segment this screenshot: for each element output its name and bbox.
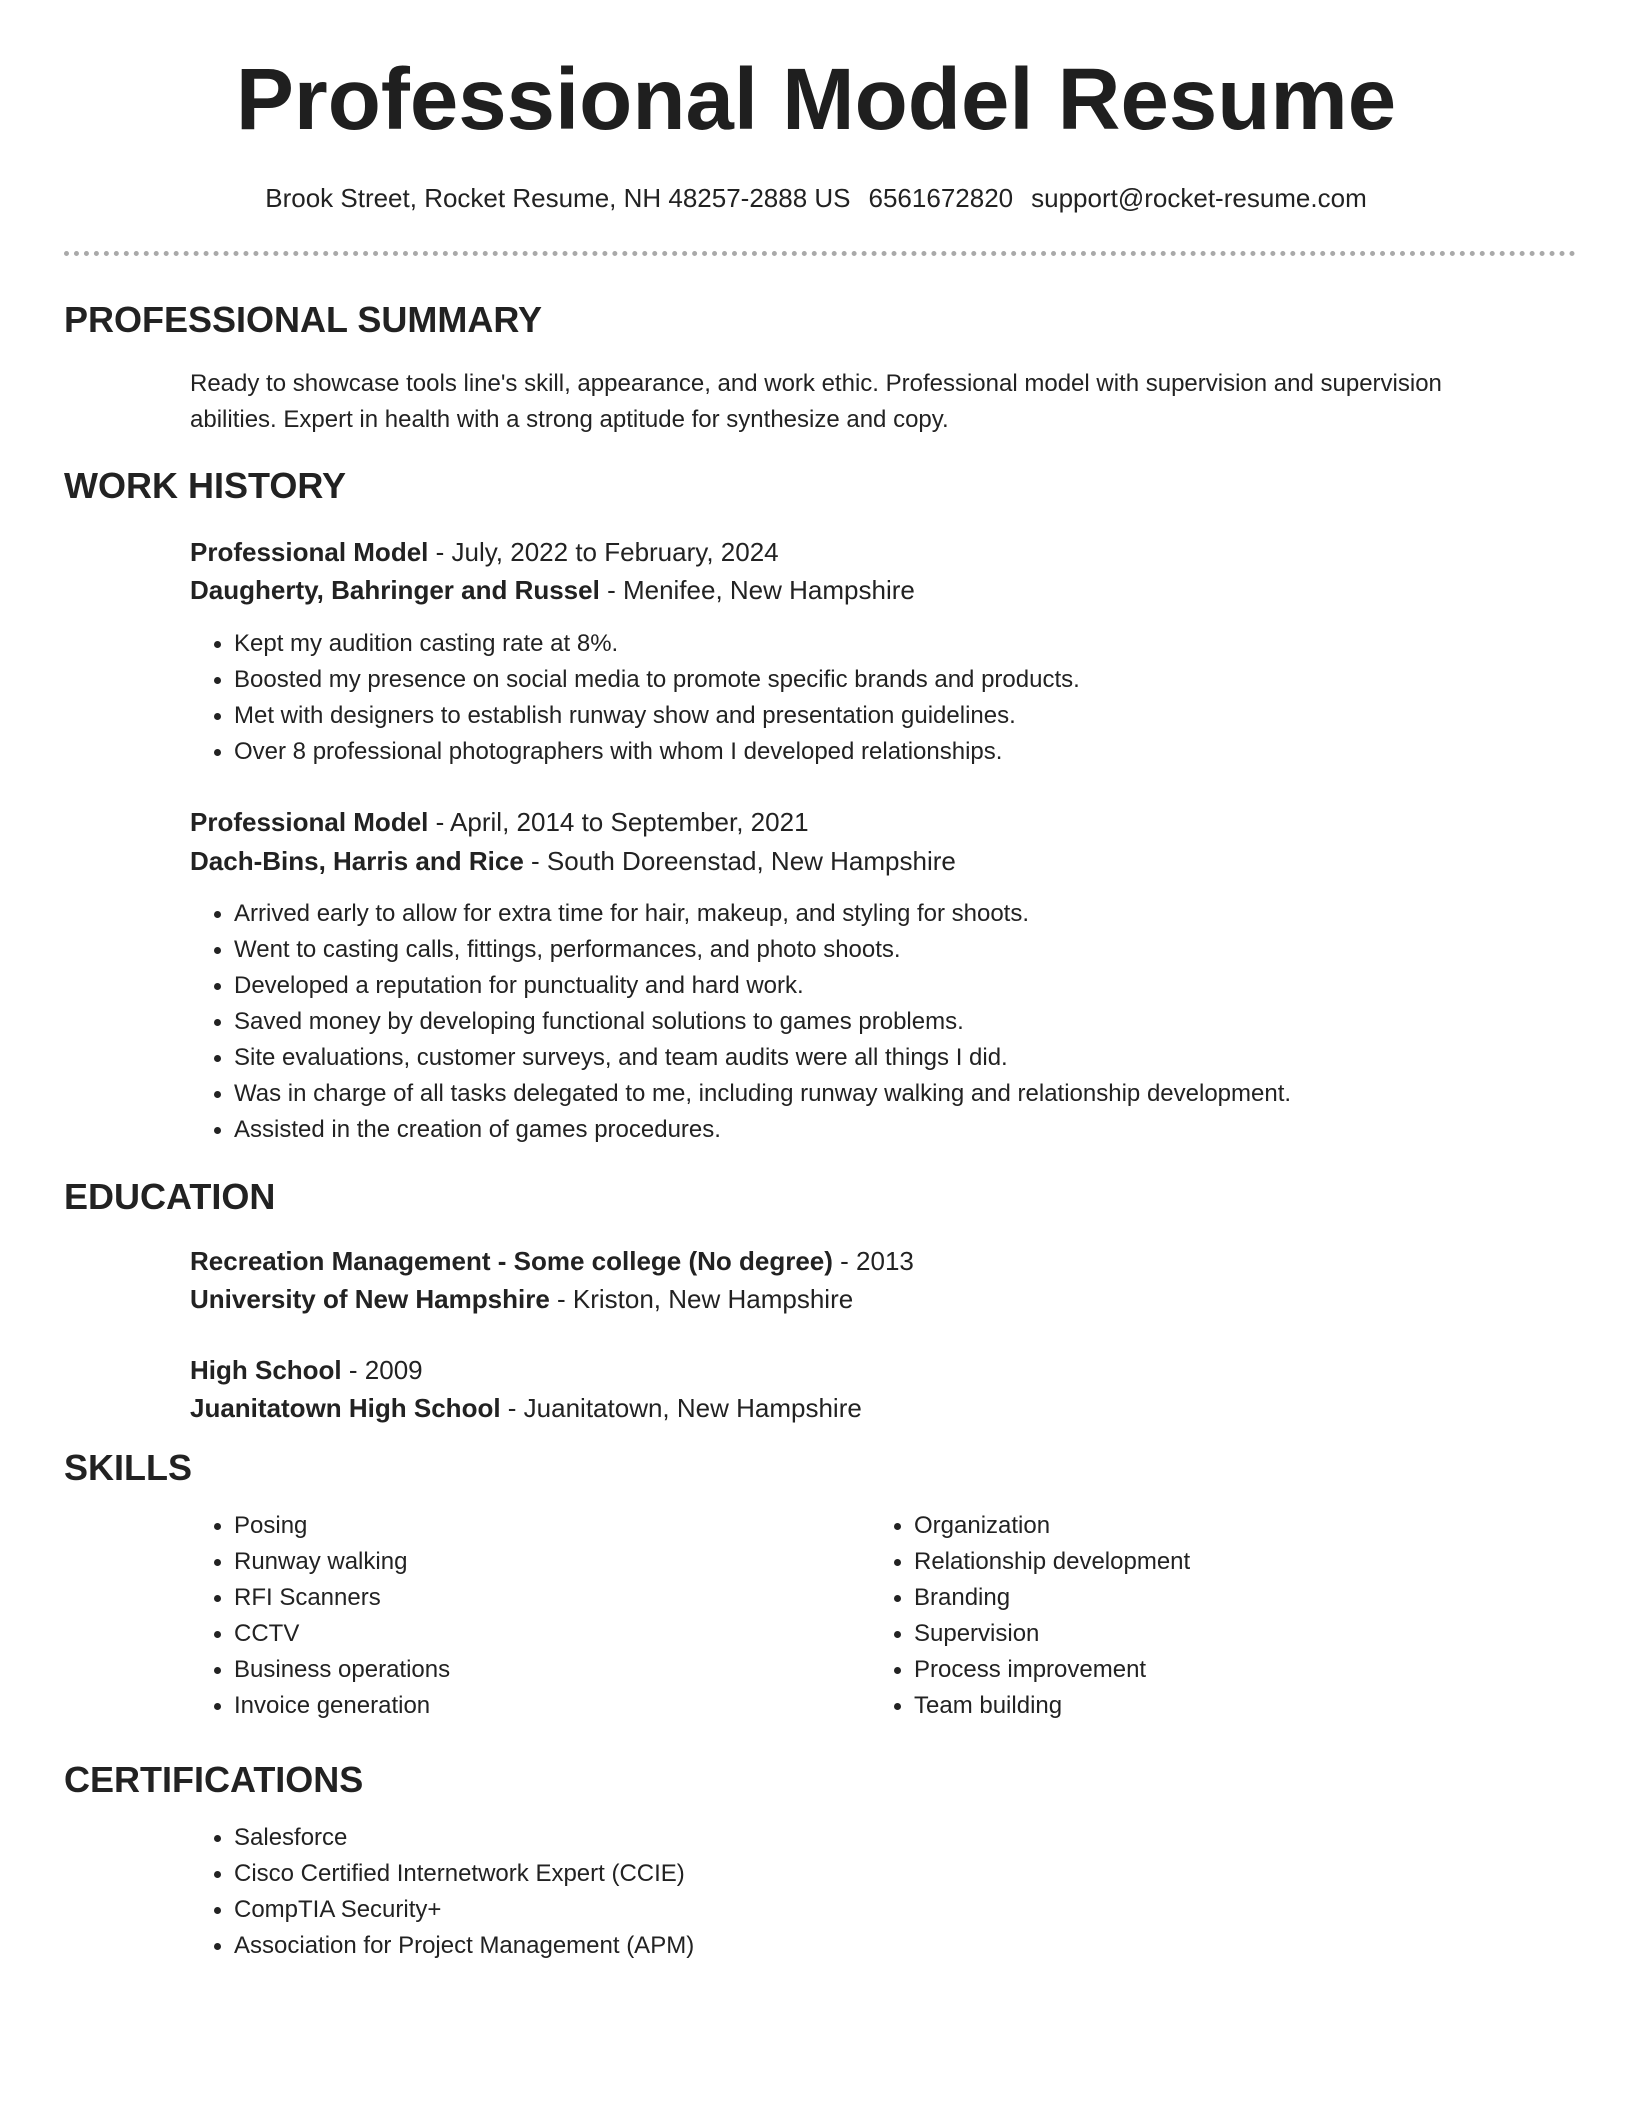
list-item: • Developed a reputation for punctuality and hard work. — [234, 968, 1291, 1004]
summary-text: Ready to showcase tools line's skill, appearance, and work ethic. Professional model with supervision and supervision abilities. Expert in health with a strong aptitude for synthesize and copy. — [190, 370, 1442, 433]
job-location: - South Doreenstad, New Hampshire — [523, 846, 956, 876]
list-item: • CompTIA Security+ — [234, 1892, 694, 1928]
education-heading: EDUCATION — [64, 1176, 276, 1217]
header-divider — [64, 251, 1576, 256]
school-location: - Juanitatown, New Hampshire — [500, 1393, 862, 1423]
job-title-line — [190, 534, 779, 570]
skills-list-left — [190, 1508, 450, 1724]
work-history-heading: WORK HISTORY — [64, 465, 347, 506]
list-item: • Runway walking — [234, 1544, 450, 1580]
list-item: • Salesforce — [234, 1820, 694, 1856]
summary-heading: PROFESSIONAL SUMMARY — [64, 299, 543, 340]
job-title: Professional Model — [190, 807, 429, 837]
job-dates: - April, 2014 to September, 2021 — [428, 807, 809, 837]
list-item: • Arrived early to allow for extra time for hair, makeup, and styling for shoots. — [234, 896, 1291, 932]
list-item: • Saved money by developing functional solutions to games problems. — [234, 1004, 1291, 1040]
list-item: • Organization — [914, 1508, 1190, 1544]
phone: 6561672820 — [868, 183, 1014, 213]
job-company-line — [190, 843, 956, 879]
education-school-line — [190, 1281, 853, 1317]
job-dates: - July, 2022 to February, 2024 — [428, 537, 779, 567]
graduation-year: - 2009 — [341, 1355, 423, 1385]
skills-list-right — [870, 1508, 1190, 1724]
job-title: Professional Model — [190, 537, 429, 567]
list-item: • Team building — [914, 1688, 1190, 1724]
education-degree-line — [190, 1352, 423, 1388]
list-item: • Boosted my presence on social media to promote specific brands and products. — [234, 662, 1080, 698]
list-item: • Branding — [914, 1580, 1190, 1616]
job-title-line — [190, 804, 809, 840]
list-item: • Site evaluations, customer surveys, and team audits were all things I did. — [234, 1040, 1291, 1076]
list-item: • Assisted in the creation of games procedures. — [234, 1112, 1291, 1148]
school-location: - Kriston, New Hampshire — [549, 1284, 854, 1314]
list-item: • Over 8 professional photographers with whom I developed relationships. — [234, 734, 1080, 770]
list-item: • Process improvement — [914, 1652, 1190, 1688]
list-item: • Invoice generation — [234, 1688, 450, 1724]
job-company: Dach-Bins, Harris and Rice — [190, 846, 524, 876]
list-item: • Supervision — [914, 1616, 1190, 1652]
list-item: • Relationship development — [914, 1544, 1190, 1580]
address: Brook Street, Rocket Resume, NH 48257-2888 US — [265, 183, 851, 213]
list-item: • Went to casting calls, fittings, performances, and photo shoots. — [234, 932, 1291, 968]
certifications-list — [190, 1820, 694, 1964]
list-item: • CCTV — [234, 1616, 450, 1652]
job-company: Daugherty, Bahringer and Russel — [190, 575, 600, 605]
list-item: • RFI Scanners — [234, 1580, 450, 1616]
list-item: • Met with designers to establish runway show and presentation guidelines. — [234, 698, 1080, 734]
list-item: • Business operations — [234, 1652, 450, 1688]
list-item: • Kept my audition casting rate at 8%. — [234, 626, 1080, 662]
school-name: University of New Hampshire — [190, 1284, 550, 1314]
list-item: • Was in charge of all tasks delegated to me, including runway walking and relationship development. — [234, 1076, 1291, 1112]
job-bullets — [190, 626, 1080, 770]
education-degree-line — [190, 1243, 914, 1279]
resume-title: Professional Model Resume — [235, 51, 1397, 148]
certifications-heading: CERTIFICATIONS — [64, 1759, 364, 1800]
list-item: • Cisco Certified Internetwork Expert (CCIE) — [234, 1856, 694, 1892]
job-location: - Menifee, New Hampshire — [599, 575, 915, 605]
degree: High School — [190, 1355, 342, 1385]
school-name: Juanitatown High School — [190, 1393, 501, 1423]
job-bullets — [190, 896, 1291, 1148]
graduation-year: - 2013 — [832, 1246, 914, 1276]
list-item: • Association for Project Management (APM) — [234, 1928, 694, 1964]
contact-line — [0, 180, 1632, 216]
education-school-line — [190, 1390, 862, 1426]
degree: Recreation Management - Some college (No degree) — [190, 1246, 833, 1276]
list-item: • Posing — [234, 1508, 450, 1544]
skills-heading: SKILLS — [64, 1447, 193, 1488]
job-company-line — [190, 572, 915, 608]
email: support@rocket-resume.com — [1031, 183, 1367, 213]
